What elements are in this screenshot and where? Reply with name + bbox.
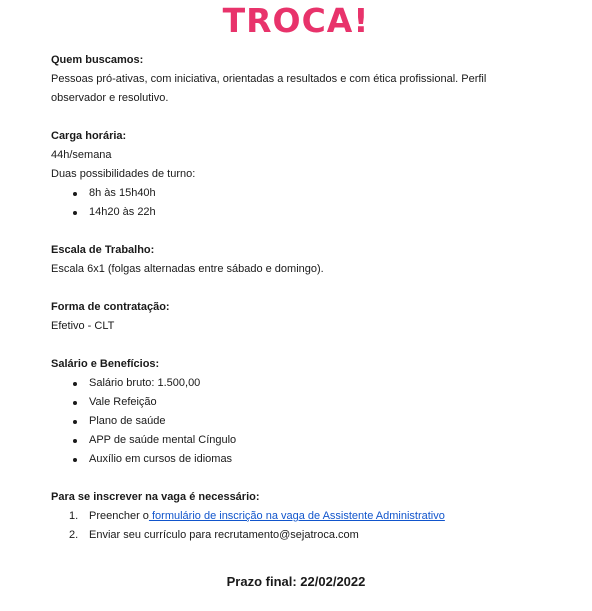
contract-text: Efetivo - CLT — [51, 320, 115, 332]
who-heading: Quem buscamos: — [51, 54, 144, 66]
benefit-item: Vale Refeição — [51, 393, 551, 412]
hours-weekly: 44h/semana — [51, 149, 112, 161]
step-number: 2. — [69, 529, 79, 541]
step-1-text: Preencher o — [89, 510, 149, 522]
job-description — [51, 51, 551, 545]
benefit-item: Auxílio em cursos de idiomas — [51, 450, 551, 469]
benefits-list — [51, 374, 551, 469]
shift-item: 14h20 às 22h — [51, 203, 551, 222]
registration-form-link[interactable]: formulário de inscrição na vaga de Assistente Administrativo — [148, 510, 445, 522]
troca-logo: TROCA! — [222, 1, 370, 40]
step-2-text: Enviar seu currículo para recrutamento@sejatroca.com — [89, 529, 359, 541]
apply-step-2 — [51, 526, 551, 545]
shift-list — [51, 184, 551, 222]
shifts-label: Duas possibilidades de turno: — [51, 168, 196, 180]
benefit-item: APP de saúde mental Cíngulo — [51, 431, 551, 450]
step-number: 1. — [69, 510, 79, 522]
apply-heading: Para se inscrever na vaga é necessário: — [51, 491, 260, 503]
benefit-item: Plano de saúde — [51, 412, 551, 431]
benefit-item: Salário bruto: 1.500,00 — [51, 374, 551, 393]
hours-heading: Carga horária: — [51, 130, 127, 142]
who-text: Pessoas pró-ativas, com iniciativa, orientadas a resultados e com ética profissional. Perfil observador e resolutivo. — [51, 73, 487, 104]
schedule-heading: Escala de Trabalho: — [51, 244, 155, 256]
apply-steps — [51, 507, 551, 545]
schedule-text: Escala 6x1 (folgas alternadas entre sábado e domingo). — [51, 263, 324, 275]
apply-step-1 — [51, 507, 551, 526]
benefits-heading: Salário e Benefícios: — [51, 358, 160, 370]
shift-item: 8h às 15h40h — [51, 184, 551, 203]
deadline: Prazo final: 22/02/2022 — [226, 574, 366, 589]
contract-heading: Forma de contratação: — [51, 301, 170, 313]
